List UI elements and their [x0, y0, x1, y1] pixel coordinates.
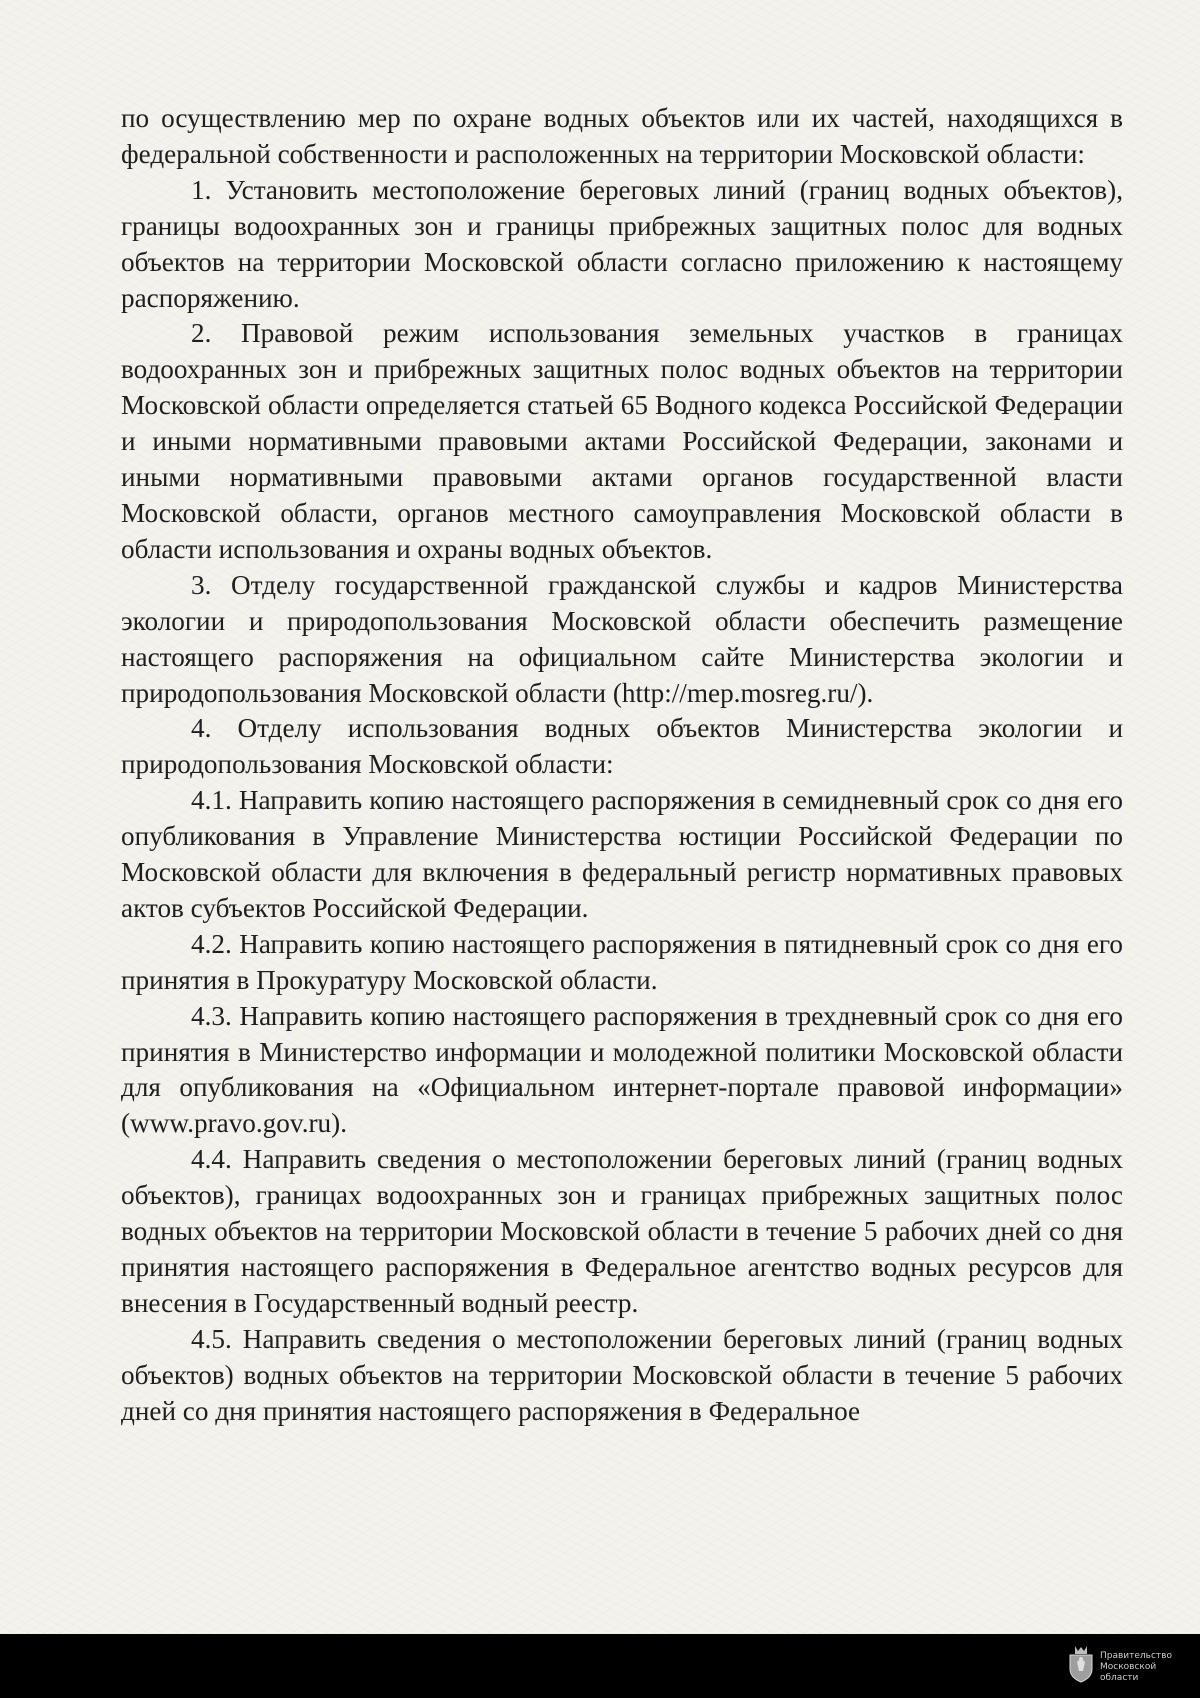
- footer-org-name-line2: Московской области: [1100, 1662, 1157, 1683]
- paragraph-item-4-5: 4.5. Направить сведения о местоположении береговых линий (границ водных объектов) водных объектов на территории Московской области в течение 5 рабочих дней со дня принятия настоящего распоряжения в Федеральное: [121, 1323, 1123, 1426]
- paragraph-item-2: 2. Правовой режим использования земельных участков в границах водоохранных зон и прибрежных защитных полос водных объектов на территории Московской области определяется статьей 65 Водного кодекса Российской Федерации и иными нормативными правовыми актами Российской Федерации, законами и иными нормативными правовыми актами органов государственной власти Московской области, органов местного самоуправления Московской области в области использования и охраны водных объектов.: [121, 318, 1123, 564]
- paragraph-item-1: 1. Установить местоположение береговых линий (границ водных объектов), границы водоохранных зон и границы прибрежных защитных полос для водных объектов на территории Московской области согласно приложению к настоящему распоряжению.: [121, 174, 1123, 313]
- paragraph-item-4-4: 4.4. Направить сведения о местоположении береговых линий (границ водных объектов), границах водоохранных зон и границах прибрежных защитных полос водных объектов на территории Московской области в течение 5 рабочих дней со дня принятия настоящего распоряжения в Федеральное агентство водных ресурсов для внесения в Государственный водный реестр.: [121, 1144, 1123, 1318]
- footer-band: [0, 1634, 1200, 1698]
- footer-org-name: [1100, 1651, 1196, 1684]
- paragraph-item-4-3: 4.3. Направить копию настоящего распоряжения в трехдневный срок со дня его принятия в Министерство информации и молодежной политики Московской области для опубликования на «Официальном интернет-портале правовой информации» (www.pravo.gov.ru).: [121, 1000, 1123, 1139]
- paragraph-item-3: 3. Отделу государственной гражданской службы и кадров Министерства экологии и природопользования Московской области обеспечить размещение настоящего распоряжения на официальном сайте Министерства экологии и природопользования Московской области (http://mep.mosreg.ru/).: [121, 569, 1123, 708]
- paragraph-item-4-2: 4.2. Направить копию настоящего распоряжения в пятидневный срок со дня его принятия в Прокуратуру Московской области.: [121, 928, 1123, 995]
- document-body: [121, 101, 1123, 1430]
- paragraph-item-4: 4. Отделу использования водных объектов Министерства экологии и природопользования Московской области:: [121, 713, 1123, 780]
- paragraph-item-4-1: 4.1. Направить копию настоящего распоряжения в семидневный срок со дня его опубликования в Управление Министерства юстиции Российской Федерации по Московской области для включения в федеральный регистр нормативных правовых актов субъектов Российской Федерации.: [121, 785, 1123, 923]
- coat-of-arms-icon: [1066, 1644, 1096, 1684]
- footer-org-name-line1: Правительство: [1100, 1651, 1172, 1661]
- paragraph-intro: по осуществлению мер по охране водных объектов или их частей, находящихся в федеральной собственности и расположенных на территории Московской области:: [121, 103, 1123, 169]
